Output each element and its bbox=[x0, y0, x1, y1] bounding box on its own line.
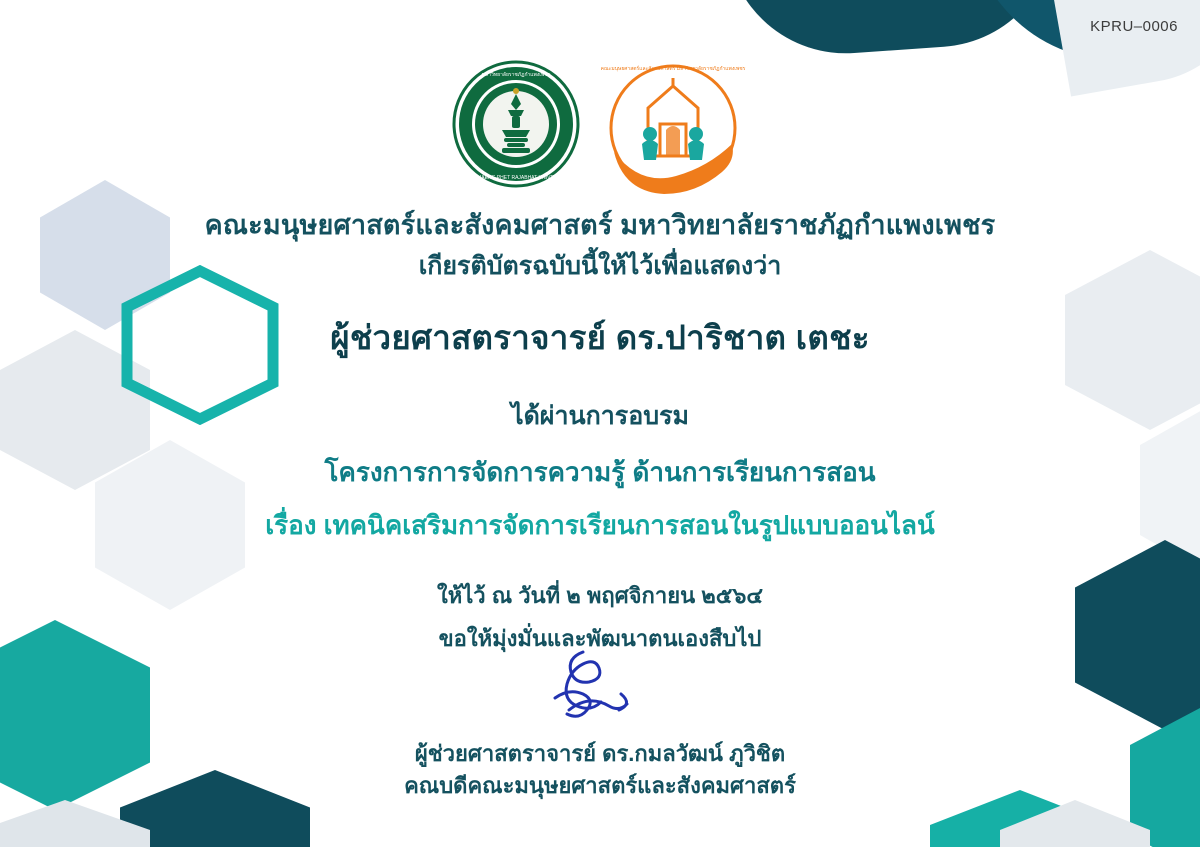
statement-line: เกียรติบัตรฉบับนี้ให้ไว้เพื่อแสดงว่า bbox=[418, 251, 782, 280]
svg-text:KAMPHAENG PHET RAJABHAT UNIVER: KAMPHAENG PHET RAJABHAT UNIVERSITY bbox=[463, 175, 569, 181]
humanities-social-sciences-logo bbox=[598, 60, 748, 200]
signatory-block bbox=[0, 738, 1200, 802]
svg-text:มหาวิทยาลัยราชภัฏกำแพงเพชร: มหาวิทยาลัยราชภัฏกำแพงเพชร bbox=[481, 72, 551, 78]
svg-text:คณะมนุษยศาสตร์และสังคมศาสตร์: คณะมนุษยศาสตร์และสังคมศาสตร์ มหาวิทยาลัยราชภัฏกำแพงเพชร bbox=[600, 66, 746, 72]
wish-line: ขอให้มุ่งมั่นและพัฒนาตนเองสืบไป bbox=[438, 626, 762, 651]
certificate-body bbox=[0, 205, 1200, 656]
recipient-name: ผู้ช่วยศาสตราจารย์ ดร.ปาริชาต เตชะ bbox=[330, 319, 870, 356]
logo-row bbox=[0, 60, 1200, 200]
project-line: โครงการการจัดการความรู้ ด้านการเรียนการสอน bbox=[324, 457, 876, 487]
signatory-name: ผู้ช่วยศาสตราจารย์ ดร.กมลวัฒน์ ภูวิชิต bbox=[414, 741, 786, 766]
topic-line: เรื่อง เทคนิคเสริมการจัดการเรียนการสอนในรูปแบบออนไลน์ bbox=[265, 510, 935, 540]
completion-line: ได้ผ่านการอบรม bbox=[511, 402, 689, 430]
document-code: KPRU–0006 bbox=[1090, 18, 1178, 35]
signature-mark bbox=[0, 640, 1200, 735]
signatory-title: คณบดีคณะมนุษยศาสตร์และสังคมศาสตร์ bbox=[404, 772, 796, 798]
kpru-seal-logo bbox=[452, 60, 580, 188]
date-line: ให้ไว้ ณ วันที่ ๒ พฤศจิกายน ๒๕๖๔ bbox=[436, 583, 764, 608]
organization-line: คณะมนุษยศาสตร์และสังคมศาสตร์ มหาวิทยาลัยราชภัฏกำแพงเพชร bbox=[204, 210, 996, 240]
